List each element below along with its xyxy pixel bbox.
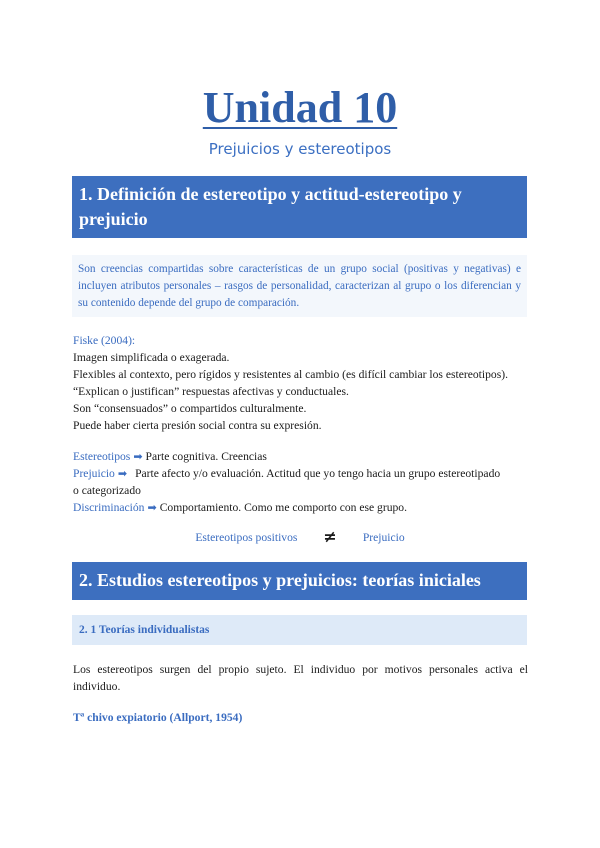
definitions-block [73,448,528,516]
fiske-block [73,332,528,434]
right-arrow-icon: ➡ [147,501,157,514]
definition-row [73,448,528,465]
definition-term: Estereotipos [73,450,131,463]
right-arrow-icon: ➡ [133,450,143,463]
definition-continuation: o categorizado [73,484,141,497]
fiske-label: Fiske (2004): [73,334,136,347]
section-1-heading-line1: 1. Definición de estereotipo y actitud-estereotipo y [79,184,462,204]
definition-text: Comportamiento. Como me comporto con ese grupo. [159,501,407,514]
definition-row [73,465,528,482]
fiske-point: Puede haber cierta presión social contra su expresión. [73,419,322,432]
definition-term: Discriminación [73,501,145,514]
fiske-point: Son “consensuados” o compartidos culturalmente. [73,402,307,415]
fiske-point: Imagen simplificada o exagerada. [73,351,230,364]
section-1-heading-line2: prejuicio [79,209,148,229]
not-equal-icon: ≠ [323,527,337,546]
section-1-heading [72,176,527,238]
fiske-point: “Explican o justifican” respuestas afectivas y conductuales. [73,385,349,398]
comparison-right: Prejuicio [362,531,405,544]
fiske-point: Flexibles al contexto, pero rígidos y resistentes al cambio (es difícil cambiar los estereotipos). [73,368,508,381]
theory-title: Tª chivo expiatorio (Allport, 1954) [73,711,243,724]
definition-text: Parte afecto y/o evaluación. Actitud que yo tengo hacia un grupo estereotipado [135,467,501,480]
definition-callout: Son creencias compartidas sobre características de un grupo social (positivas y negativas) e incluyen atributos personales – rasgos de personalidad, caracterizan al grupo o los diferencian y su contenido depende del grupo de comparación. [72,255,527,317]
definition-term: Prejuicio [73,467,115,480]
page-subtitle: Prejuicios y estereotipos [208,140,392,158]
definition-text: Parte cognitiva. Creencias [145,450,267,463]
section-2-heading: 2. Estudios estereotipos y prejuicios: teorías iniciales [72,562,527,600]
definition-row [73,499,528,516]
body-paragraph: Los estereotipos surgen del propio sujeto. El individuo por motivos personales activa el individuo. [73,663,528,693]
page-title: Unidad 10 [202,83,398,132]
subsection-heading: 2. 1 Teorías individualistas [72,615,527,645]
comparison-row [0,527,600,546]
comparison-left: Estereotipos positivos [195,531,298,544]
right-arrow-icon: ➡ [117,467,128,480]
